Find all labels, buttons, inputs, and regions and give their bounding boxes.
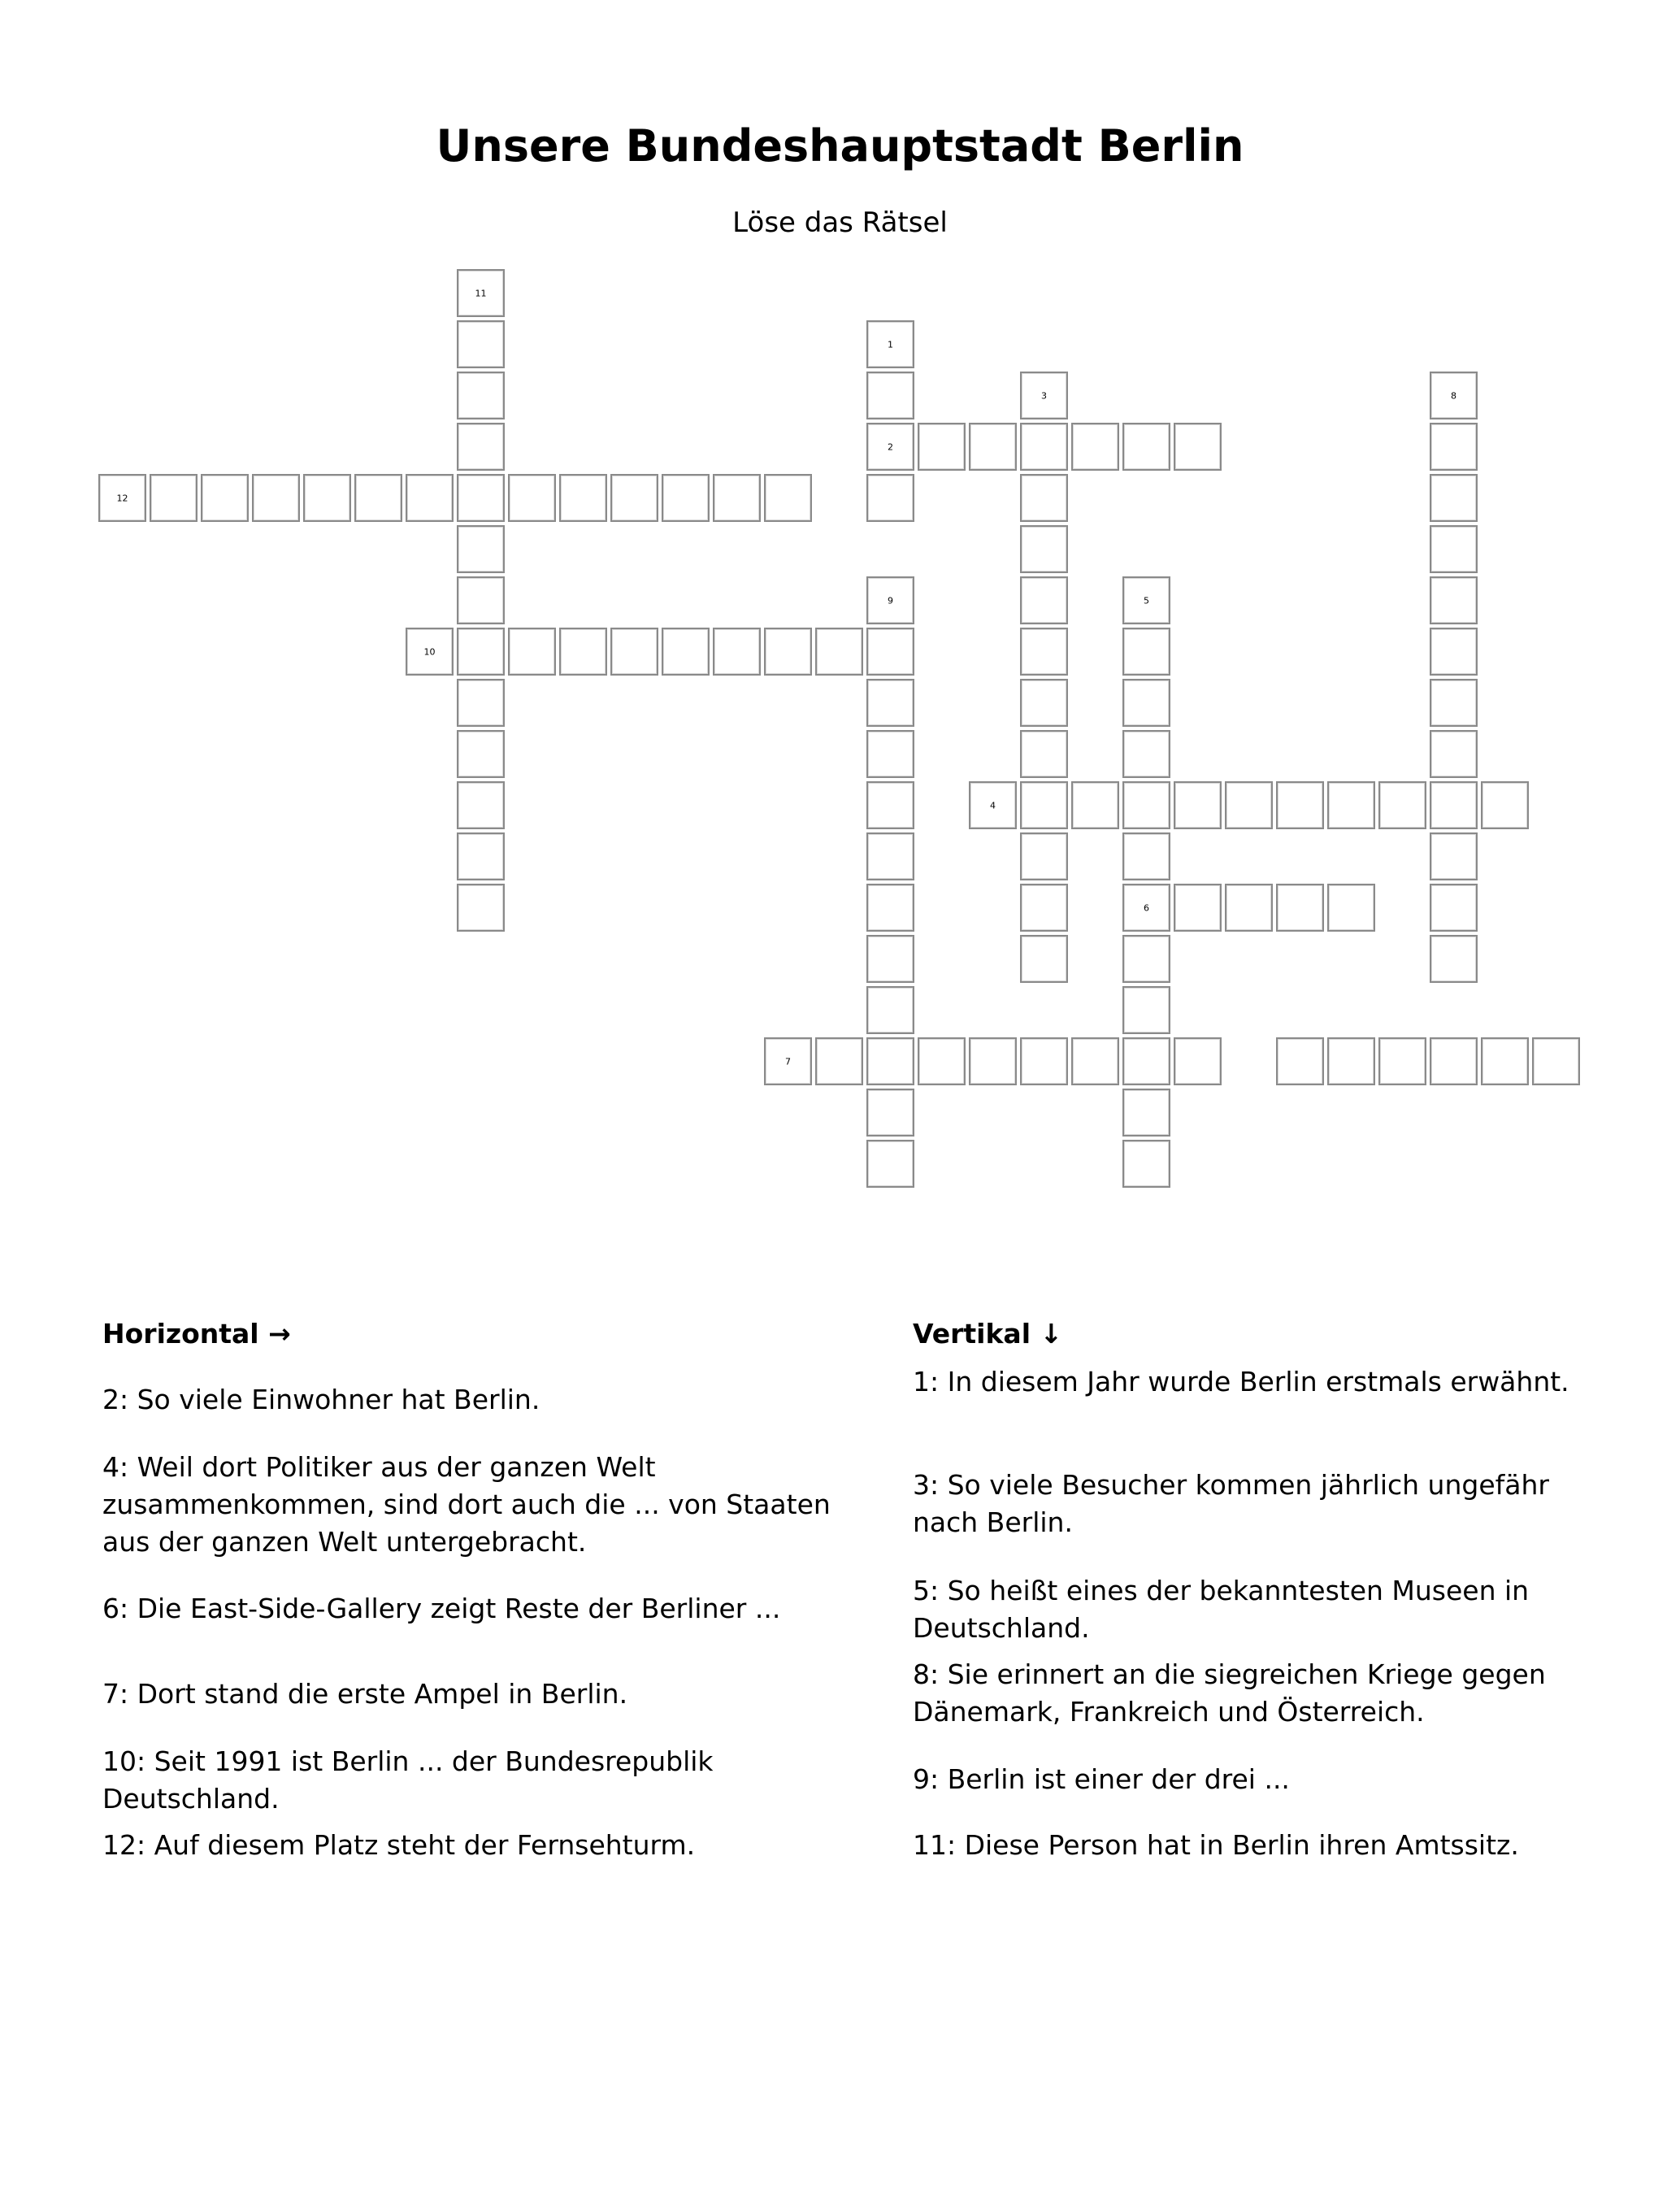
crossword-cell[interactable] [1430, 1037, 1478, 1085]
crossword-cell-3[interactable] [1020, 372, 1068, 419]
crossword-cell[interactable] [815, 1037, 863, 1085]
crossword-cell-10[interactable] [406, 628, 454, 676]
crossword-cell[interactable] [969, 423, 1017, 471]
crossword-cell[interactable] [1276, 781, 1324, 829]
crossword-cell[interactable] [1481, 781, 1529, 829]
clue-number-label: 1 [888, 339, 893, 350]
crossword-cell[interactable] [1481, 1037, 1529, 1085]
crossword-cell[interactable] [764, 628, 812, 676]
crossword-cell[interactable] [1122, 832, 1170, 880]
crossword-cell[interactable] [1174, 884, 1222, 932]
clue-number-label: 10 [423, 646, 436, 657]
crossword-cell[interactable] [1020, 474, 1068, 522]
crossword-cell[interactable] [1122, 1037, 1170, 1085]
crossword-cell[interactable] [866, 1037, 914, 1085]
clue-down-5: 5: So heißt eines der bekanntesten Museen in Deutschland. [913, 1575, 1530, 1644]
clue-across-4: 4: Weil dort Politiker aus der ganzen Welt zusammenkommen, sind dort auch die ... von Staaten aus der ganzen Welt untergebracht. [102, 1451, 831, 1558]
clue-number-label: 4 [990, 800, 996, 811]
crossword-cell[interactable] [559, 474, 607, 522]
crossword-cell[interactable] [1122, 935, 1170, 983]
crossword-cell[interactable] [508, 474, 556, 522]
crossword-cell[interactable] [1225, 781, 1273, 829]
crossword-cell[interactable] [1020, 1037, 1068, 1085]
crossword-cell[interactable] [1430, 884, 1478, 932]
crossword-cell[interactable] [1430, 679, 1478, 727]
clue-number-label: 9 [888, 595, 893, 606]
clue-down-8: 8: Sie erinnert an die siegreichen Kriege gegen Dänemark, Frankreich und Österreich. [913, 1658, 1546, 1728]
crossword-cell[interactable] [866, 986, 914, 1034]
clue-down-11: 11: Diese Person hat in Berlin ihren Amtssitz. [913, 1829, 1519, 1861]
crossword-cell-11[interactable] [457, 269, 505, 317]
page-title: Unsere Bundeshauptstadt Berlin [436, 120, 1244, 172]
crossword-cell-4[interactable] [969, 781, 1017, 829]
crossword-cell[interactable] [1430, 935, 1478, 983]
page-subtitle: Löse das Rätsel [732, 206, 948, 239]
crossword-cell[interactable] [764, 474, 812, 522]
crossword-cell[interactable] [866, 474, 914, 522]
crossword-cell[interactable] [866, 781, 914, 829]
crossword-cell[interactable] [1174, 423, 1222, 471]
crossword-cell[interactable] [662, 474, 710, 522]
crossword-cell[interactable] [866, 935, 914, 983]
crossword-cell-1[interactable] [866, 320, 914, 368]
crossword-cell[interactable] [1122, 986, 1170, 1034]
crossword-cell[interactable] [1071, 1037, 1119, 1085]
crossword-cell[interactable] [866, 1089, 914, 1137]
crossword-cell[interactable] [610, 474, 658, 522]
crossword-cell[interactable] [150, 474, 198, 522]
clue-number-label: 2 [888, 441, 893, 452]
clue-down-1: 1: In diesem Jahr wurde Berlin erstmals erwähnt. [913, 1366, 1569, 1397]
crossword-cell[interactable] [1071, 423, 1119, 471]
crossword-cell[interactable] [1430, 525, 1478, 573]
crossword-cell[interactable] [1532, 1037, 1580, 1085]
clue-across-12: 12: Auf diesem Platz steht der Fernsehturm. [102, 1829, 696, 1861]
crossword-cell[interactable] [457, 884, 505, 932]
crossword-cell[interactable] [1020, 576, 1068, 624]
crossword-cell[interactable] [457, 781, 505, 829]
crossword-cell[interactable] [866, 730, 914, 778]
clue-number-label: 8 [1451, 390, 1456, 401]
clue-number-label: 5 [1144, 595, 1149, 606]
clue-number-label: 12 [116, 493, 128, 503]
crossword-cell[interactable] [918, 1037, 966, 1085]
crossword-cell[interactable] [252, 474, 300, 522]
crossword-cell[interactable] [457, 525, 505, 573]
crossword-cell[interactable] [303, 474, 351, 522]
crossword-cell[interactable] [866, 679, 914, 727]
crossword-cell[interactable] [815, 628, 863, 676]
crossword-cell[interactable] [1430, 781, 1478, 829]
crossword-cell[interactable] [1378, 1037, 1426, 1085]
crossword-cell[interactable] [662, 628, 710, 676]
crossword-cell-6[interactable] [1122, 884, 1170, 932]
crossword-cell[interactable] [1122, 1089, 1170, 1137]
crossword-cell-5[interactable] [1122, 576, 1170, 624]
crossword-cell[interactable] [1020, 525, 1068, 573]
clue-across-10: 10: Seit 1991 ist Berlin ... der Bundesrepublik Deutschland. [102, 1745, 714, 1815]
clue-down-3: 3: So viele Besucher kommen jährlich ungefähr nach Berlin. [913, 1469, 1549, 1538]
crossword-cell-12[interactable] [98, 474, 146, 522]
crossword-cell-7[interactable] [764, 1037, 812, 1085]
clue-number-label: 6 [1144, 902, 1149, 913]
crossword-cell[interactable] [1174, 781, 1222, 829]
crossword-cell[interactable] [1430, 628, 1478, 676]
crossword-cell[interactable] [1122, 628, 1170, 676]
crossword-cell[interactable] [918, 423, 966, 471]
clue-down-9: 9: Berlin ist einer der drei ... [913, 1763, 1290, 1795]
crossword-cell[interactable] [457, 320, 505, 368]
crossword-cell[interactable] [1276, 884, 1324, 932]
clues-horizontal-heading: Horizontal → [102, 1318, 291, 1350]
crossword-cell[interactable] [457, 679, 505, 727]
clue-across-7: 7: Dort stand die erste Ampel in Berlin. [102, 1678, 628, 1710]
crossword-cell[interactable] [457, 730, 505, 778]
crossword-cell[interactable] [1122, 679, 1170, 727]
crossword-cell[interactable] [1122, 781, 1170, 829]
crossword-cell[interactable] [457, 832, 505, 880]
crossword-cell[interactable] [1122, 1140, 1170, 1188]
crossword-cell[interactable] [457, 576, 505, 624]
clue-across-2: 2: So viele Einwohner hat Berlin. [102, 1384, 540, 1415]
crossword-cell[interactable] [559, 628, 607, 676]
crossword-cell-8[interactable] [1430, 372, 1478, 419]
crossword-cell[interactable] [1122, 423, 1170, 471]
crossword-cell[interactable] [1020, 730, 1068, 778]
crossword-cell[interactable] [1430, 474, 1478, 522]
crossword-cell[interactable] [1020, 832, 1068, 880]
crossword-cell[interactable] [1378, 781, 1426, 829]
crossword-cell[interactable] [201, 474, 249, 522]
crossword-cell[interactable] [457, 423, 505, 471]
crossword-cell[interactable] [1020, 884, 1068, 932]
crossword-cell[interactable] [1225, 884, 1273, 932]
crossword-cell[interactable] [866, 372, 914, 419]
crossword-cell[interactable] [1174, 1037, 1222, 1085]
crossword-cell[interactable] [1020, 423, 1068, 471]
crossword-cell[interactable] [866, 628, 914, 676]
crossword-cell[interactable] [1020, 781, 1068, 829]
crossword-cell[interactable] [969, 1037, 1017, 1085]
clue-number-label: 11 [475, 288, 487, 298]
clue-number-label: 3 [1041, 390, 1047, 401]
clue-number-label: 7 [785, 1056, 791, 1067]
crossword-cell[interactable] [1430, 832, 1478, 880]
crossword-cell-9[interactable] [866, 576, 914, 624]
crossword-cell[interactable] [354, 474, 402, 522]
crossword-cell[interactable] [457, 372, 505, 419]
crossword-cell[interactable] [866, 1140, 914, 1188]
crossword-cell[interactable] [866, 832, 914, 880]
crossword-cell[interactable] [1020, 628, 1068, 676]
crossword-cell[interactable] [1430, 730, 1478, 778]
crossword-cell[interactable] [1276, 1037, 1324, 1085]
crossword-cell[interactable] [1122, 730, 1170, 778]
crossword-cell[interactable] [1327, 781, 1375, 829]
crossword-cell[interactable] [1430, 576, 1478, 624]
crossword-cell[interactable] [1327, 1037, 1375, 1085]
crossword-cell[interactable] [457, 474, 505, 522]
crossword-cell[interactable] [1430, 423, 1478, 471]
crossword-cell[interactable] [1071, 781, 1119, 829]
crossword-cell[interactable] [713, 474, 761, 522]
crossword-cell[interactable] [713, 628, 761, 676]
crossword-cell[interactable] [457, 628, 505, 676]
crossword-cell[interactable] [1020, 679, 1068, 727]
crossword-cell[interactable] [610, 628, 658, 676]
clue-across-6: 6: Die East-Side-Gallery zeigt Reste der Berliner ... [102, 1593, 781, 1624]
clues-vertical-heading: Vertikal ↓ [913, 1318, 1063, 1350]
crossword-cell[interactable] [1020, 935, 1068, 983]
crossword-cell[interactable] [406, 474, 454, 522]
crossword-cell[interactable] [866, 884, 914, 932]
crossword-cell-2[interactable] [866, 423, 914, 471]
crossword-cell[interactable] [1327, 884, 1375, 932]
crossword-cell[interactable] [508, 628, 556, 676]
